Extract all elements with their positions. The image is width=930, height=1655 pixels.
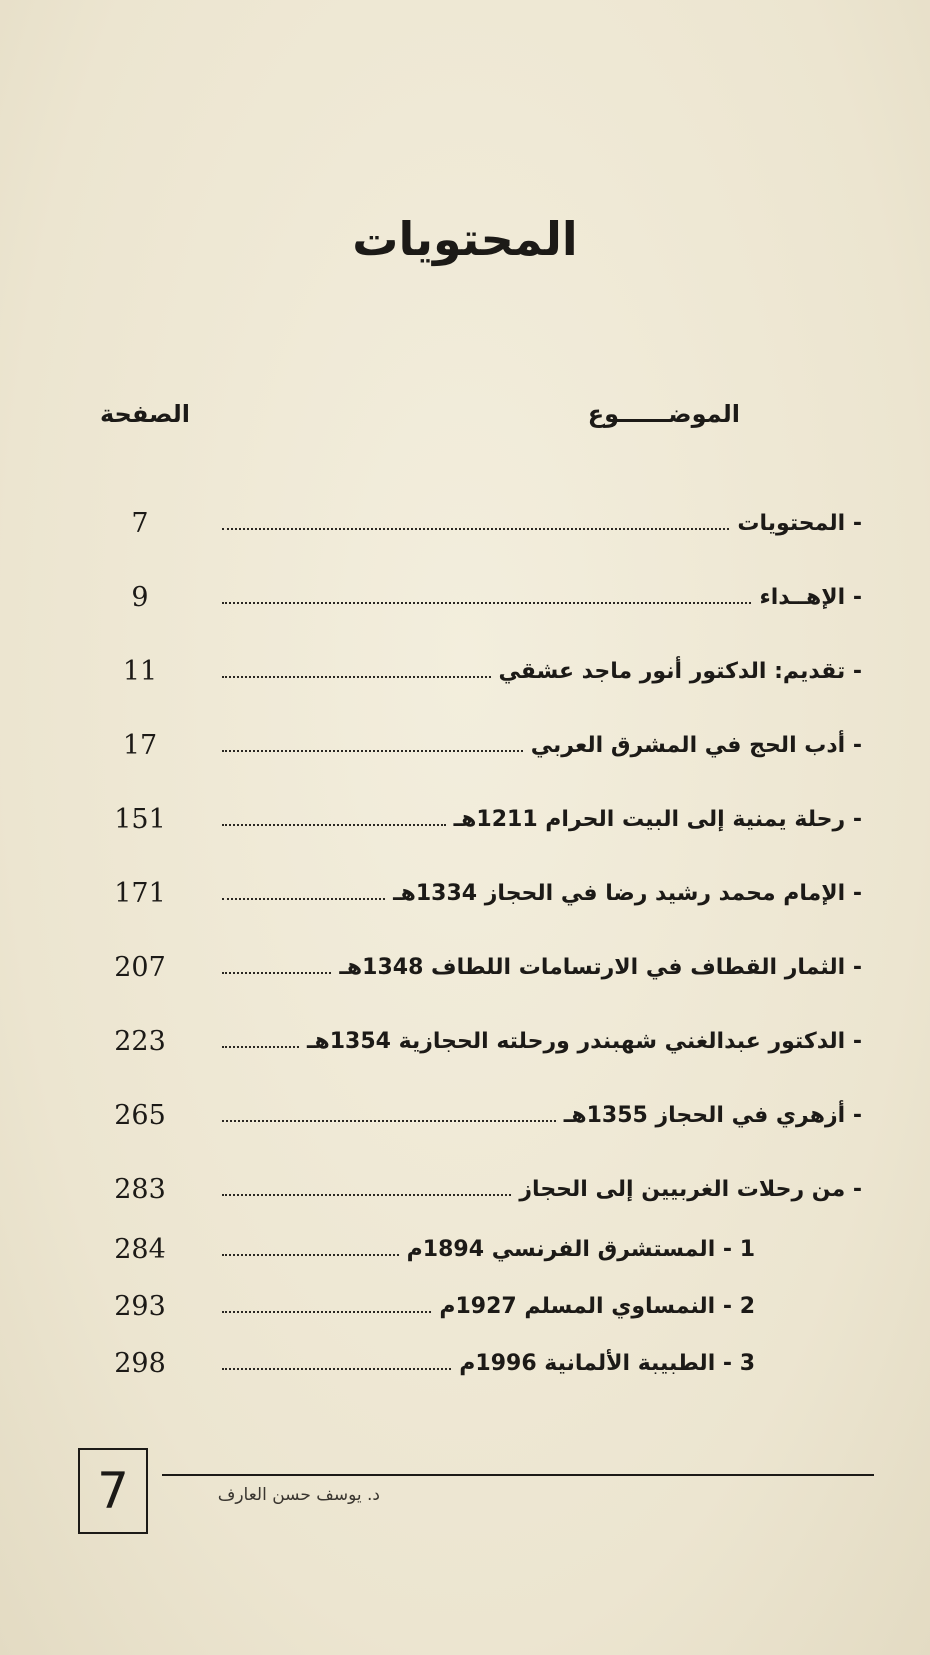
page-column-header: الصفحة <box>100 400 191 428</box>
leader-dots <box>222 676 491 678</box>
toc-entry <box>222 724 862 768</box>
toc-page-number: 284 <box>114 1234 166 1265</box>
toc-row <box>0 650 930 694</box>
toc-row <box>0 1020 930 1064</box>
toc-entry <box>222 650 862 694</box>
toc-entry-label: - الدكتور عبدالغني شهبندر ورحلته الحجازية 1354هـ <box>306 1029 862 1054</box>
toc-entry <box>222 1285 755 1329</box>
leader-dots <box>222 602 751 604</box>
topic-column-header: الموضــــــوع <box>587 400 740 428</box>
leader-dots <box>222 1194 511 1196</box>
toc-entry <box>222 872 862 916</box>
toc-row <box>0 1228 930 1272</box>
leader-dots <box>222 1254 399 1256</box>
toc-page-number: 223 <box>114 1026 166 1057</box>
leader-dots <box>222 898 385 900</box>
toc-page-number: 9 <box>131 582 149 613</box>
toc-entry-label: - أدب الحج في المشرق العربي <box>530 733 862 758</box>
leader-dots <box>222 1046 299 1048</box>
toc-page-number: 283 <box>114 1174 166 1205</box>
toc-entry <box>222 1020 862 1064</box>
toc-row <box>0 798 930 842</box>
toc-entry <box>222 1342 755 1386</box>
toc-entry-label: 1 - المستشرق الفرنسي 1894م <box>406 1237 755 1262</box>
toc-entry-label: - الإمام محمد رشيد رضا في الحجاز 1334هـ <box>393 881 862 906</box>
toc-row <box>0 724 930 768</box>
footer-page-number: 7 <box>78 1448 148 1534</box>
toc-entry-label: - أزهري في الحجاز 1355هـ <box>563 1103 862 1128</box>
toc-entry <box>222 1228 755 1272</box>
toc-entry-label: - المحتويات <box>737 511 862 536</box>
leader-dots <box>222 1120 556 1122</box>
toc-entry <box>222 798 862 842</box>
toc-entry <box>222 502 862 546</box>
toc-row <box>0 1168 930 1212</box>
footer-author: د. يوسف حسن العارف <box>217 1485 380 1505</box>
toc-row <box>0 1094 930 1138</box>
page-title: المحتويات <box>352 212 578 266</box>
leader-dots <box>222 528 729 530</box>
toc-entry <box>222 946 862 990</box>
leader-dots <box>222 972 331 974</box>
toc-row <box>0 576 930 620</box>
toc-page-number: 265 <box>114 1100 166 1131</box>
footer-divider <box>162 1474 874 1476</box>
toc-row <box>0 1285 930 1329</box>
toc-entry-label: - من رحلات الغربيين إلى الحجاز <box>519 1177 862 1202</box>
leader-dots <box>222 1368 451 1370</box>
toc-page-number: 17 <box>122 730 158 761</box>
leader-dots <box>222 750 523 752</box>
toc-page-number: 171 <box>114 878 166 909</box>
toc-page-number: 298 <box>114 1348 166 1379</box>
toc-entry-label: - رحلة يمنية إلى البيت الحرام 1211هـ <box>453 807 862 832</box>
toc-entry-label: - تقديم: الدكتور أنور ماجد عشقي <box>498 659 862 684</box>
toc-row <box>0 1342 930 1386</box>
toc-page-number: 207 <box>114 952 166 983</box>
toc-page-number: 151 <box>114 804 166 835</box>
toc-row <box>0 502 930 546</box>
toc-row <box>0 872 930 916</box>
toc-page-number: 293 <box>114 1291 166 1322</box>
leader-dots <box>222 824 446 826</box>
leader-dots <box>222 1311 431 1313</box>
toc-page-number: 7 <box>131 508 149 539</box>
toc-entry <box>222 576 862 620</box>
toc-row <box>0 946 930 990</box>
toc-entry-label: - الإهــداء <box>759 585 862 610</box>
toc-entry <box>222 1168 862 1212</box>
toc-entry-label: 2 - النمساوي المسلم 1927م <box>439 1294 755 1319</box>
toc-page-number: 11 <box>122 656 158 687</box>
toc-entry-label: 3 - الطبيبة الألمانية 1996م <box>459 1351 755 1376</box>
toc-entry <box>222 1094 862 1138</box>
toc-entry-label: - الثمار القطاف في الارتسامات اللطاف 1348هـ <box>339 955 862 980</box>
